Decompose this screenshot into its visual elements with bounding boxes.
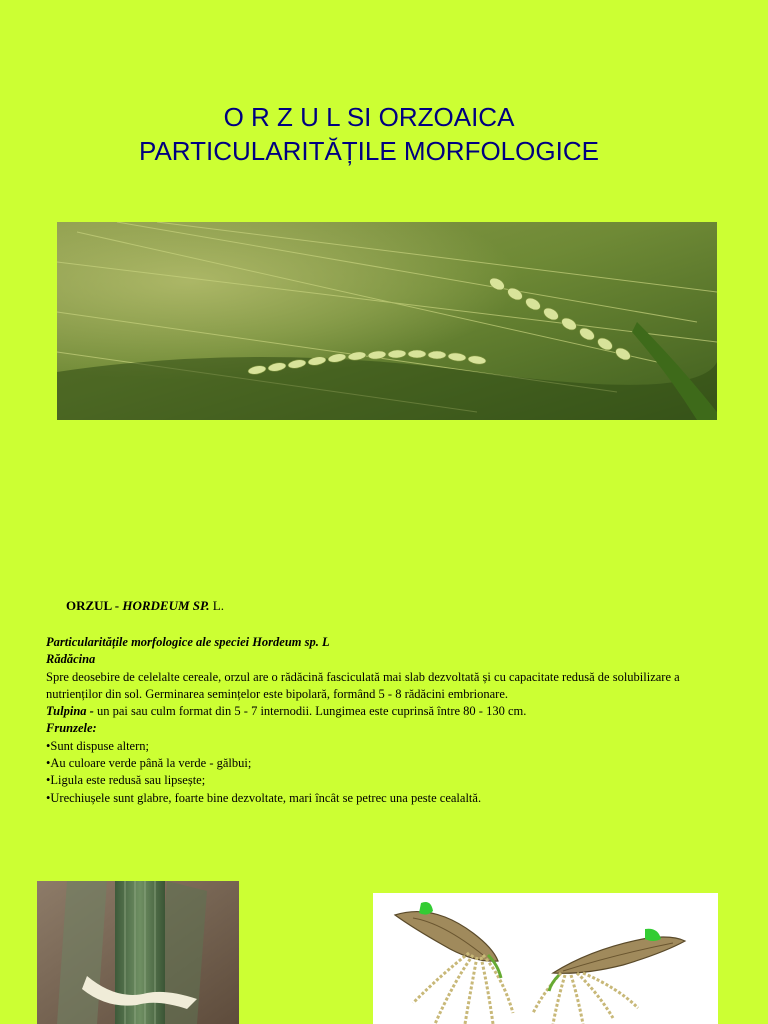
species-latin-name: HORDEUM SP. <box>122 598 210 613</box>
title-block <box>0 100 768 168</box>
morphology-text <box>46 634 726 807</box>
leaves-item: •Sunt dispuse altern; <box>46 738 149 753</box>
species-prefix: ORZUL - <box>66 598 123 613</box>
page-subtitle: PARTICULARITĂȚILE MORFOLOGICE <box>139 136 599 166</box>
root-heading: Rădăcina <box>46 652 96 667</box>
germinating-seeds-illustration <box>373 893 718 1024</box>
species-heading <box>66 598 224 614</box>
leaves-item: •Urechiușele sunt glabre, foarte bine dezvoltate, mari încât se petrec una peste cealaltă. <box>46 790 482 805</box>
leaves-item: •Au culoare verde până la verde - gălbui; <box>46 756 252 771</box>
page-title: O R Z U L SI ORZOAICA <box>223 102 515 132</box>
leaves-item: •Ligula este redusă sau lipsește; <box>46 773 206 788</box>
stem-label: Tulpina - <box>46 704 94 719</box>
barley-ears-photo <box>57 222 717 420</box>
section-subtitle: Particularitățile morfologice ale speciei Hordeum sp. L <box>46 635 330 649</box>
stem-paragraph <box>46 703 726 720</box>
species-suffix: L. <box>209 598 224 613</box>
leaves-heading: Frunzele: <box>46 721 97 736</box>
stem-text: un pai sau culm format din 5 - 7 internodii. Lungimea este cuprinsă între 80 - 130 cm. <box>93 704 527 719</box>
root-paragraph: Spre deosebire de celelalte cereale, orzul are o rădăcină fasciculată mai slab dezvoltată și cu capacitate redusă de solubilizare a nutrienților din sol. Germinarea semințelor este bipolară, formând 5 - 8 rădăcini embrionare. <box>46 669 680 701</box>
stem-closeup-photo <box>37 881 239 1024</box>
